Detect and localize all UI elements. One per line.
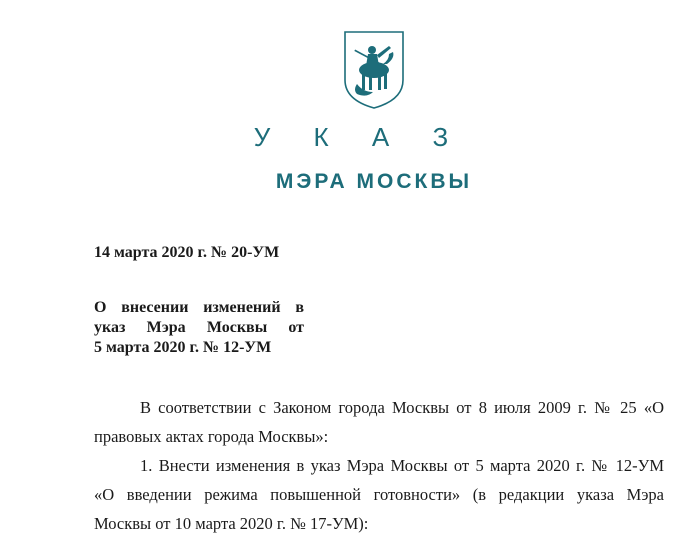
subject-line: указ Мэра Москвы от: [94, 319, 304, 336]
paragraph-line: 1. Внести изменения в указ Мэра Москвы от 5 марта 2020 г. № 12-УМ: [140, 456, 664, 475]
decree-subject: [94, 298, 304, 358]
paragraph-line: «О введении режима повышенной готовности» (в редакции указа Мэра: [94, 485, 664, 504]
decree-body: [94, 393, 664, 538]
issuer-title: МЭРА МОСКВЫ: [275, 170, 473, 193]
paragraph-line: В соответствии с Законом города Москвы от 8 июля 2009 г. № 25 «О: [140, 398, 664, 417]
document-type-title: У К А З: [253, 122, 467, 152]
moscow-coat-of-arms-icon: [339, 28, 409, 110]
decree-date-number: 14 марта 2020 г. № 20-УМ: [94, 244, 280, 261]
paragraph-line: Москвы от 10 марта 2020 г. № 17-УМ):: [94, 514, 369, 533]
subject-line: О внесении изменений в: [94, 299, 304, 316]
subject-line: 5 марта 2020 г. № 12-УМ: [94, 339, 272, 356]
paragraph-line: правовых актах города Москвы»:: [94, 427, 329, 446]
